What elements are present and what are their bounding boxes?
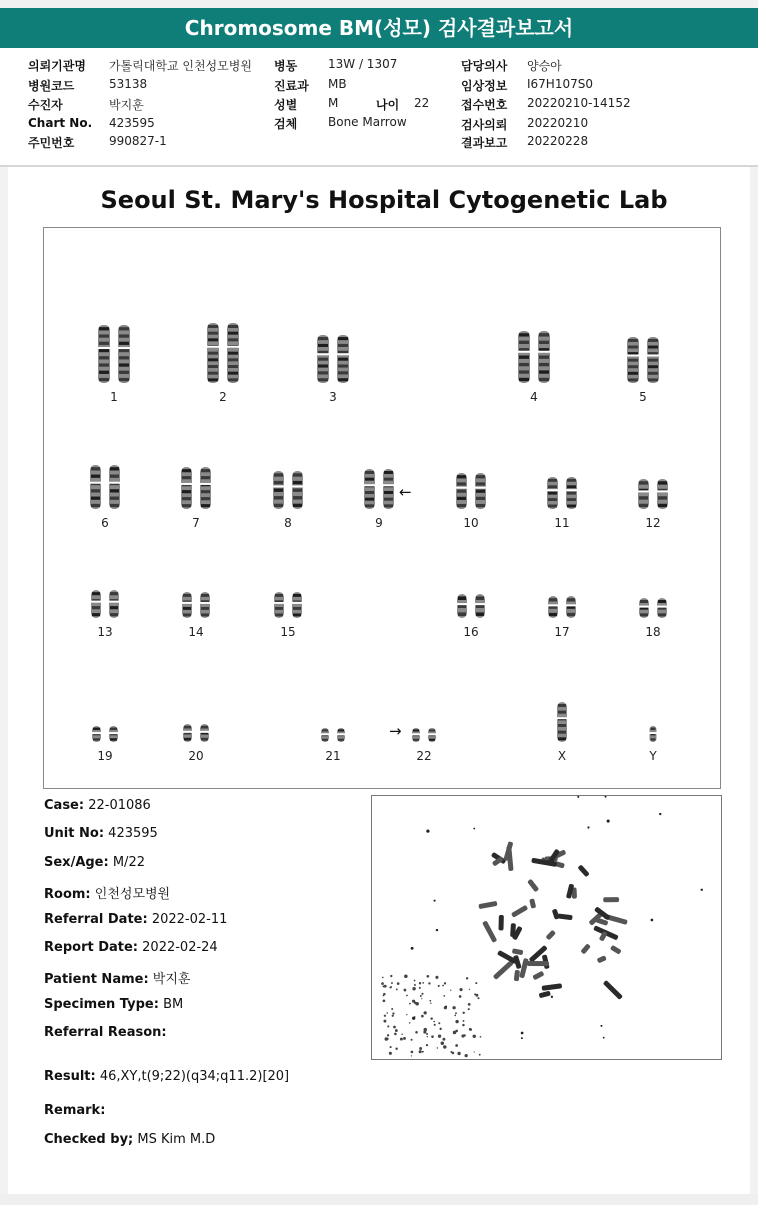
chromosome-label-4: 4 [530, 390, 538, 404]
debris-speck [430, 1002, 431, 1003]
debris-speck [395, 1048, 397, 1050]
debris-speck [411, 1055, 412, 1056]
chromosome-label-2: 2 [219, 390, 227, 404]
debris-speck [382, 985, 384, 987]
debris-speck [387, 1038, 389, 1040]
debris-speck [465, 1054, 468, 1057]
debris-speck [439, 1028, 441, 1030]
chromosome-pair-14 [179, 589, 213, 621]
debris-speck [386, 1012, 388, 1014]
chromosome-label-8: 8 [284, 516, 292, 530]
receipt-no-label: 접수번호 [461, 98, 508, 112]
debris-speck [521, 1032, 524, 1035]
referral-date-label: Referral Date: [44, 912, 148, 927]
debris-speck [473, 828, 475, 830]
debris-speck [651, 919, 654, 922]
debris-speck [479, 1054, 481, 1056]
remark-row [44, 1103, 105, 1118]
hospital-code-value: 53138 [109, 77, 148, 91]
debris-speck [426, 1033, 428, 1035]
spread-chromosome [597, 955, 607, 963]
chromosome-pair-21 [318, 725, 348, 745]
referral-reason-label: Referral Reason: [44, 1025, 167, 1040]
report-title: Chromosome BM(성모) 검사결과보고서 [0, 8, 758, 48]
chromosome-label-5: 5 [639, 390, 647, 404]
result-value: 46,XY,t(9;22)(q34;q11.2)[20] [99, 1069, 290, 1084]
spread-chromosome [545, 930, 556, 941]
referral-date-value: 2022-02-11 [151, 912, 228, 927]
patient-value: 박지훈 [152, 972, 191, 987]
debris-speck [466, 977, 468, 979]
debris-speck [420, 995, 422, 997]
debris-speck [409, 1003, 411, 1005]
debris-speck [436, 929, 438, 931]
debris-speck [422, 1051, 424, 1053]
debris-speck [406, 995, 408, 997]
debris-speck [551, 996, 553, 998]
chart-no-label: Chart No. [28, 116, 93, 130]
debris-speck [387, 1025, 389, 1027]
top-strip [0, 0, 758, 8]
debris-speck [381, 982, 384, 985]
age-value: 22 [414, 96, 430, 110]
bottom-margin [0, 1194, 758, 1205]
specimen-type-label: Specimen Type: [44, 997, 159, 1012]
spread-chromosome [580, 943, 591, 954]
debris-speck [419, 1047, 422, 1050]
arrow-left-icon: ← [399, 483, 412, 501]
debris-speck [429, 1000, 431, 1002]
chromosome-pair-5 [624, 334, 662, 386]
debris-speck [469, 989, 470, 990]
spread-chromosome [557, 913, 572, 920]
chromosome-label-14: 14 [188, 625, 204, 639]
debris-speck [450, 989, 451, 990]
chromosome-pair-11 [544, 474, 580, 512]
institution-value: 가톨릭대학교 인천성모병원 [109, 59, 252, 73]
debris-speck [403, 989, 406, 992]
chromosome-pair-X [545, 699, 579, 745]
debris-speck [607, 820, 610, 823]
debris-speck [382, 977, 384, 979]
debris-speck [387, 1034, 389, 1036]
chromosome-label-13: 13 [97, 625, 113, 639]
spread-chromosome [577, 864, 589, 877]
result-row [44, 1069, 289, 1084]
debris-speck [393, 1026, 396, 1029]
department-value: MB [328, 77, 347, 91]
specimen-type-value: BM [163, 997, 184, 1012]
room-row [44, 883, 170, 902]
debris-speck [383, 999, 386, 1002]
debris-speck [414, 984, 416, 986]
report-date-row [44, 940, 218, 955]
request-date-value: 20220210 [527, 116, 589, 130]
debris-speck [415, 1031, 418, 1034]
debris-speck [430, 1017, 432, 1019]
debris-speck [453, 1031, 457, 1035]
case-value: 22-01086 [88, 798, 151, 813]
spread-chromosome [610, 945, 622, 955]
debris-speck [605, 796, 607, 798]
metaphase-image [371, 795, 722, 1060]
checked-label: Checked by; [44, 1132, 134, 1147]
debris-speck [475, 982, 477, 984]
debris-speck [392, 1015, 394, 1017]
debris-speck [421, 1015, 424, 1018]
report-date-value: 20220228 [527, 134, 589, 148]
debris-speck [459, 995, 462, 998]
checked-row [44, 1132, 215, 1147]
debris-speck [461, 1034, 464, 1037]
chromosome-label-19: 19 [97, 749, 113, 763]
debris-speck [433, 1021, 435, 1023]
debris-speck [421, 998, 422, 999]
chromosome-label-9: 9 [375, 516, 383, 530]
debris-speck [455, 1044, 458, 1047]
chromosome-pair-Y [639, 723, 667, 745]
debris-speck [457, 1052, 460, 1055]
debris-speck [383, 1020, 386, 1023]
chromosome-pair-3 [314, 332, 352, 386]
spread-chromosome [482, 920, 497, 943]
resident-no-label: 주민번호 [28, 136, 75, 150]
chromosome-pair-1 [95, 322, 133, 386]
debris-speck [441, 1041, 444, 1044]
chromosome-pair-13 [88, 587, 122, 621]
debris-speck [426, 1044, 428, 1046]
chromosome-label-6: 6 [101, 516, 109, 530]
debris-speck [392, 1012, 394, 1014]
debris-speck [390, 1046, 392, 1048]
spread-chromosome [514, 970, 520, 982]
chromosome-pair-2 [204, 320, 242, 386]
chromosome-pair-18 [636, 595, 670, 621]
lab-title: Seoul St. Mary's Hospital Cytogenetic Lab [100, 186, 668, 214]
debris-speck [474, 1051, 475, 1052]
debris-speck [428, 982, 430, 984]
result-label: Result: [44, 1069, 96, 1084]
right-margin [750, 167, 758, 1205]
ward-value: 13W / 1307 [328, 57, 398, 71]
debris-speck [442, 985, 444, 987]
room-value: 인천성모병원 [94, 887, 171, 902]
debris-speck [431, 1035, 434, 1038]
specimen-type-row [44, 997, 183, 1012]
debris-speck [437, 1047, 438, 1048]
debris-speck [438, 1034, 441, 1037]
chromosome-pair-16 [454, 591, 488, 621]
debris-speck [383, 993, 386, 996]
debris-speck [587, 826, 589, 828]
debris-speck [452, 1006, 455, 1009]
debris-speck [462, 1012, 464, 1014]
debris-speck [455, 1020, 458, 1023]
debris-speck [438, 1022, 440, 1024]
debris-speck [443, 995, 445, 997]
chromosome-pair-12 [635, 476, 671, 512]
debris-speck [419, 1050, 422, 1053]
debris-speck [438, 985, 440, 987]
chromosome-pair-19 [89, 723, 121, 745]
chromosome-label-12: 12 [645, 516, 661, 530]
ward-label: 병동 [274, 59, 298, 73]
unit-label: Unit No: [44, 826, 105, 841]
debris-speck [391, 1008, 393, 1010]
debris-speck [403, 1037, 406, 1040]
spread-chromosome [512, 948, 524, 955]
arrow-right-icon: → [389, 722, 402, 740]
hospital-code-label: 병원코드 [28, 79, 75, 93]
spread-chromosome [527, 961, 549, 966]
unit-row [44, 826, 158, 841]
debris-speck [455, 1012, 457, 1014]
debris-speck [445, 1005, 447, 1007]
debris-speck [391, 982, 393, 984]
chromosome-pair-10 [453, 470, 489, 512]
spread-chromosome [511, 905, 528, 918]
debris-speck [462, 1024, 464, 1026]
spread-chromosome [493, 960, 514, 980]
chromosome-label-10: 10 [463, 516, 479, 530]
debris-speck [659, 813, 661, 815]
debris-speck [406, 1014, 407, 1015]
patient-row [44, 968, 190, 987]
chromosome-pair-20 [180, 721, 212, 745]
chromosome-pair-8 [270, 468, 306, 512]
debris-speck [394, 1033, 397, 1036]
debris-speck [389, 1052, 392, 1055]
case-label: Case: [44, 798, 85, 813]
department-label: 진료과 [274, 79, 309, 93]
specimen-value: Bone Marrow [328, 115, 407, 129]
chromosome-pair-17 [545, 593, 579, 621]
sexage-value: M/22 [112, 855, 145, 870]
debris-speck [521, 1037, 523, 1039]
debris-speck [443, 1045, 446, 1048]
debris-speck [433, 900, 435, 902]
checked-value: MS Kim M.D [137, 1132, 216, 1147]
chromosome-pair-4 [515, 328, 553, 386]
chromosome-pair-9 [361, 466, 397, 512]
chromosome-label-17: 17 [554, 625, 570, 639]
chromosome-label-15: 15 [280, 625, 296, 639]
report-date-label2: Report Date: [44, 940, 139, 955]
chromosome-label-16: 16 [463, 625, 479, 639]
clinical-info-label: 임상정보 [461, 79, 508, 93]
room-label: Room: [44, 887, 91, 902]
chromosome-label-11: 11 [554, 516, 570, 530]
chromosome-label-X: X [557, 749, 567, 763]
chromosome-label-18: 18 [645, 625, 661, 639]
debris-speck [401, 1034, 402, 1035]
sexage-label: Sex/Age: [44, 855, 109, 870]
debris-speck [480, 1036, 482, 1038]
debris-speck [419, 987, 421, 989]
referral-date-row [44, 912, 227, 927]
receipt-no-value: 20220210-14152 [527, 96, 631, 110]
resident-no-value: 990827-1 [109, 134, 167, 148]
debris-speck [412, 987, 415, 990]
chromosome-label-3: 3 [329, 390, 337, 404]
chromosome-label-7: 7 [192, 516, 200, 530]
debris-speck [473, 1035, 476, 1038]
debris-speck [442, 1038, 445, 1041]
debris-speck [409, 1022, 411, 1024]
debris-speck [444, 982, 446, 984]
debris-speck [412, 1017, 415, 1020]
chromosome-pair-22 [409, 725, 439, 745]
debris-speck [468, 1003, 471, 1006]
debris-speck [421, 993, 423, 995]
debris-speck [419, 982, 421, 984]
chart-no-value: 423595 [109, 116, 155, 130]
debris-speck [412, 1000, 415, 1003]
debris-speck [454, 1014, 456, 1016]
debris-speck [469, 1028, 472, 1031]
debris-speck [701, 889, 703, 891]
debris-speck [391, 986, 392, 987]
spread-chromosome [603, 980, 623, 1000]
left-margin [0, 167, 8, 1205]
debris-speck [427, 1036, 428, 1037]
patient-info-block [0, 50, 758, 166]
report-date-label: 결과보고 [461, 136, 508, 150]
spread-chromosome [498, 915, 503, 931]
divider [0, 165, 758, 167]
doctor-value: 양승아 [527, 59, 562, 73]
debris-speck [411, 947, 414, 950]
debris-speck [389, 987, 391, 989]
debris-speck [422, 982, 424, 984]
debris-speck [434, 1024, 436, 1026]
debris-speck [411, 1051, 414, 1054]
spread-chromosome [529, 898, 536, 908]
debris-speck [390, 975, 392, 977]
spread-chromosome [527, 879, 539, 893]
examinee-value: 박지훈 [109, 98, 144, 112]
remark-label: Remark: [44, 1103, 106, 1118]
debris-speck [397, 982, 400, 985]
chromosome-label-20: 20 [188, 749, 204, 763]
spread-chromosome [542, 983, 563, 991]
debris-speck [411, 1039, 413, 1041]
chromosome-label-22: 22 [416, 749, 432, 763]
age-label: 나이 [376, 98, 400, 112]
debris-speck [395, 1029, 398, 1032]
karyogram-panel [43, 227, 721, 789]
case-row [44, 798, 151, 813]
debris-speck [450, 1051, 452, 1053]
spread-chromosome [519, 958, 529, 978]
debris-speck [477, 997, 479, 999]
doctor-label: 담당의사 [461, 59, 508, 73]
spread-chromosome [603, 897, 619, 902]
debris-speck [475, 994, 478, 997]
debris-speck [603, 1037, 605, 1039]
debris-speck [423, 1031, 426, 1034]
debris-speck [415, 1002, 419, 1006]
chromosome-pair-6 [87, 462, 123, 512]
patient-label: Patient Name: [44, 972, 149, 987]
examinee-label: 수진자 [28, 98, 63, 112]
chromosome-label-21: 21 [325, 749, 341, 763]
debris-speck [577, 796, 579, 798]
debris-speck [384, 1015, 386, 1017]
spread-chromosome [539, 991, 551, 999]
debris-speck [600, 1025, 602, 1027]
sex-value: M [328, 96, 339, 110]
metaphase-spread [372, 796, 721, 1059]
clinical-info-value: I67H107S0 [527, 77, 593, 91]
unit-value: 423595 [108, 826, 158, 841]
chromosome-label-Y: Y [649, 749, 657, 763]
debris-speck [396, 988, 398, 990]
debris-speck [460, 988, 463, 991]
sexage-row [44, 855, 145, 870]
report-date-value2: 2022-02-24 [142, 940, 218, 955]
debris-speck [426, 830, 429, 833]
debris-speck [414, 980, 416, 982]
spread-chromosome [532, 971, 544, 981]
debris-speck [404, 975, 408, 979]
spread-chromosome [478, 901, 497, 909]
debris-speck [463, 1020, 465, 1022]
debris-speck [435, 976, 438, 979]
debris-speck [427, 975, 430, 978]
specimen-label: 검체 [274, 117, 298, 131]
debris-speck [468, 1008, 470, 1010]
institution-label: 의뢰기관명 [28, 59, 86, 73]
debris-speck [424, 1011, 427, 1014]
chromosome-label-1: 1 [110, 390, 118, 404]
request-date-label: 검사의뢰 [461, 118, 508, 132]
sex-label: 성별 [274, 98, 298, 112]
referral-reason-row [44, 1025, 167, 1040]
spread-chromosome [510, 923, 516, 937]
chromosome-pair-15 [271, 589, 305, 621]
chromosome-pair-7 [178, 464, 214, 512]
debris-speck [400, 1038, 403, 1041]
